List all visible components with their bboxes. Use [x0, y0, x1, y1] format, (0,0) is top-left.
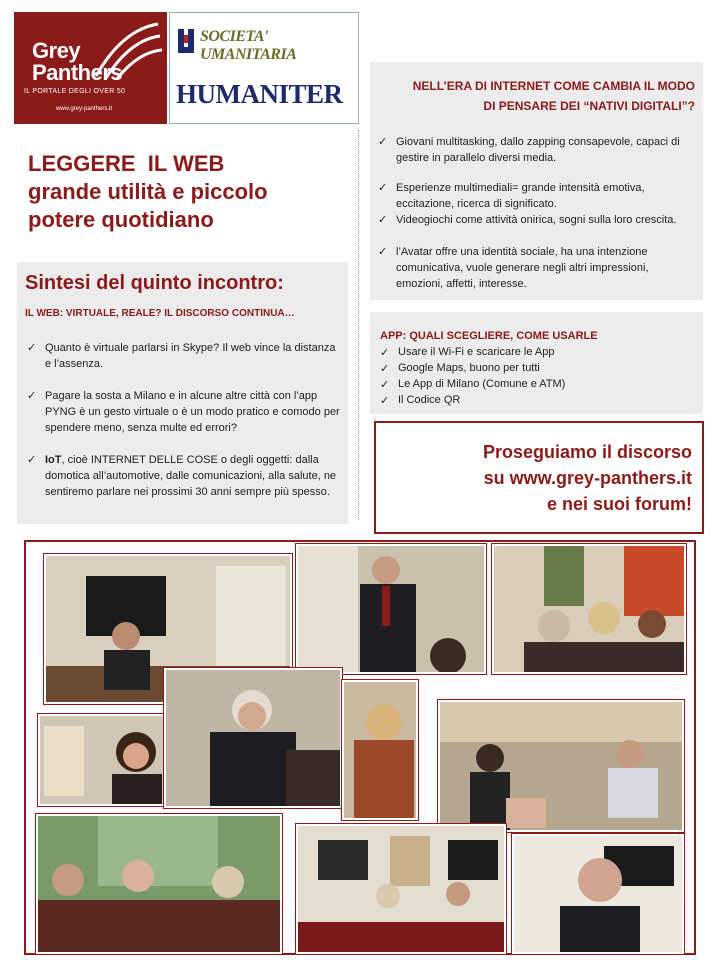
- headline: [28, 150, 328, 234]
- checkmark-icon: ✓: [380, 363, 390, 375]
- photo-elderly-man: [164, 668, 342, 808]
- app-item-3: ✓ Le App di Milano (Comune e ATM): [380, 378, 566, 391]
- checkmark-icon: ✓: [27, 390, 37, 402]
- photo-audience-women: [492, 544, 686, 674]
- photo-collage: [24, 540, 696, 955]
- headline-line-1: LEGGERE IL WEB: [28, 151, 225, 176]
- photo-panel-table: [296, 824, 506, 954]
- photo-woman-smiling: [38, 714, 180, 806]
- iot-label: IoT: [45, 454, 62, 466]
- logo-panthers: Panthers: [32, 60, 123, 85]
- dotted-divider: [358, 130, 359, 520]
- societa-umanitaria-text: SOCIETA' UMANITARIA: [200, 28, 297, 63]
- umanitaria-emblem-icon: [176, 27, 198, 57]
- checkmark-icon: ✓: [378, 246, 388, 258]
- sintesi-subtitle: IL WEB: VIRTUALE, REALE? IL DISCORSO CONTINUA…: [25, 308, 295, 319]
- sintesi-item-1: ✓ Quanto è virtuale parlarsi in Skype? Il web vince la distanza e l’assenza.: [27, 342, 336, 370]
- sintesi-item-2: ✓ Pagare la sosta a Milano e in alcune altre città con l’app PYNG è un gesto virtuale o è un modo pratico e comodo per spendere meno, senza multe ed errori?: [27, 390, 340, 434]
- photo-speaker-portrait: [512, 834, 684, 954]
- photo-audience-discussion: [438, 700, 684, 832]
- app-title: APP: QUALI SCEGLIERE, COME USARLE: [380, 330, 598, 342]
- grey-panthers-link[interactable]: su www.grey-panthers.it: [483, 468, 692, 488]
- logo-tagline: IL PORTALE DEGLI OVER 50: [24, 88, 126, 95]
- nativi-title: NELL’ERA DI INTERNET COME CAMBIA IL MODO DI PENSARE DEI “NATIVI DIGITALI”?: [412, 79, 695, 113]
- sintesi-box: [17, 262, 348, 524]
- app-item-1: ✓ Usare il Wi-Fi e scaricare le App: [380, 346, 555, 359]
- photo-audience-group: [36, 814, 282, 954]
- app-box: [370, 312, 703, 414]
- checkmark-icon: ✓: [378, 214, 388, 226]
- nativi-item-4: ✓ l’Avatar offre una identità sociale, ha una intenzione comunicativa, vuole generare negli altri impressioni, emozioni, affetti, interesse.: [378, 246, 649, 290]
- nativi-item-2: ✓ Esperienze multimediali= grande intensità emotiva, eccitazione, ricerca di significato.: [378, 182, 645, 210]
- nativi-item-1: ✓ Giovani multitasking, dallo zapping consapevole, capaci di gestire in parallelo diversi media.: [378, 136, 680, 164]
- checkmark-icon: ✓: [27, 454, 37, 466]
- photo-woman-red: [342, 680, 418, 820]
- nativi-digitali-box: [370, 62, 703, 300]
- checkmark-icon: ✓: [378, 136, 388, 148]
- logo-url: www.grey-panthers.it: [56, 106, 113, 112]
- logo-grey: Grey: [32, 38, 81, 63]
- humaniter-text: HUMANITER: [176, 79, 343, 109]
- checkmark-icon: ✓: [380, 347, 390, 359]
- humaniter-logo: [169, 12, 359, 124]
- photo-speaker-standing: [296, 544, 486, 674]
- sintesi-item-3: ✓ IoT, cioè INTERNET DELLE COSE o degli oggetti: dalla domotica all’automotive, dalle comunicazioni, alla salute, ne sentiremo parlare nei prossimi 30 anni sempre più spesso.: [27, 454, 337, 498]
- proseguiamo-box: [374, 421, 704, 534]
- checkmark-icon: ✓: [378, 182, 388, 194]
- sintesi-title: Sintesi del quinto incontro:: [25, 272, 284, 294]
- checkmark-icon: ✓: [380, 395, 390, 407]
- nativi-item-3: ✓ Videogiochi come attività onirica, sogni sulla loro crescita.: [378, 214, 677, 226]
- headline-line-2: grande utilità e piccolo: [28, 179, 268, 204]
- app-item-4: ✓ Il Codice QR: [380, 394, 461, 407]
- headline-line-3: potere quotidiano: [28, 207, 214, 232]
- grey-panthers-logo: [14, 12, 167, 124]
- proseguiamo-text: Proseguiamo il discorso su www.grey-panthers.it e nei suoi forum!: [382, 439, 692, 517]
- checkmark-icon: ✓: [380, 379, 390, 391]
- app-item-2: ✓ Google Maps, buono per tutti: [380, 362, 540, 375]
- checkmark-icon: ✓: [27, 342, 37, 354]
